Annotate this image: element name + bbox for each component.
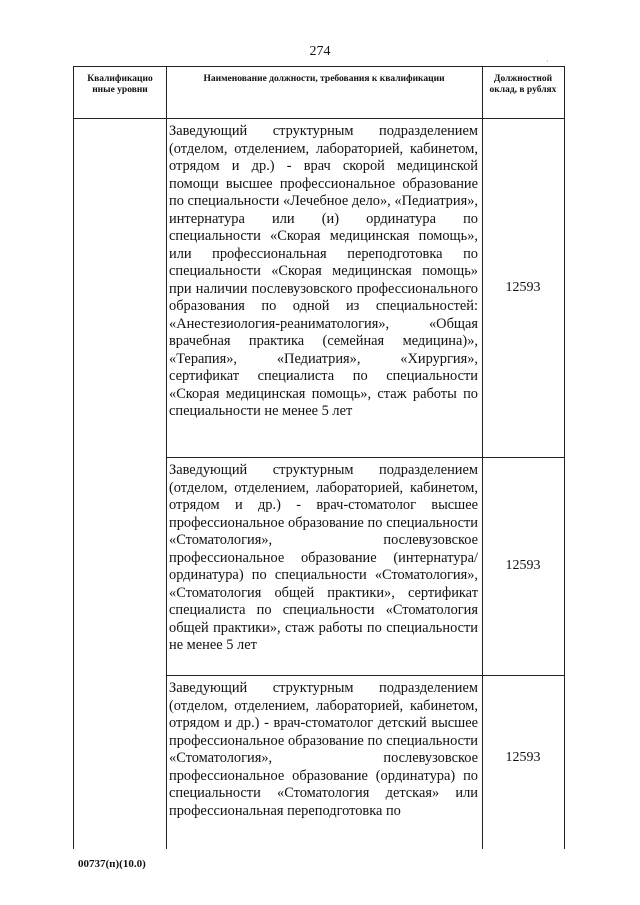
table-right-border [564, 66, 565, 849]
row-separator [166, 457, 564, 458]
table-row-text: Заведующий структурным подразделением (отделом, отделением, лабораторией, кабинетом, отрядом и др.) - врач-стоматолог детский высшее профессиональное образование по специальности «Стоматология», послевузовское профессиональное образование (ординатура) по специальности «Стоматология детская» или профессиональная переподготовка по [169, 680, 478, 819]
table-row-text: Заведующий структурным подразделением (отделом, отделением, лабораторией, кабинетом, отрядом и др.) - врач-стоматолог высшее профессиональное образование по специальности «Стоматология», послевузовское профессиональное образование (интернатура/ординатура) по специальности «Стоматология», «Стоматология общей практики», сертификат специалиста по специальности «Стоматология общей практики», стаж работы по специальности не менее 5 лет [169, 462, 478, 653]
scan-dot: · [546, 57, 549, 66]
column-divider [166, 66, 167, 849]
header-bottom-border [73, 118, 564, 119]
header-qualification-levels: Квалификацио нные уровни [87, 74, 153, 95]
table-top-border [73, 66, 564, 67]
page-number: 274 [309, 44, 331, 59]
table-row-salary: 12593 [505, 750, 541, 765]
document-code: 00737(п)(10.0) [78, 858, 146, 870]
table-row-text: Заведующий структурным подразделением (отделом, отделением, лабораторией, кабинетом, отрядом и др.) - врач скорой медицинской помощи высшее профессиональное образование по специальности «Лечебное дело», «Педиатрия», интернатура или (и) ординатура по специальности «Скорая медицинская помощь», или профессиональная переподготовка по специальности «Скорая медицинская помощь» при наличии послевузовского профессионального образования по одной из специальностей: «Анестезиология-реаниматология», «Общая врачебная практика (семейная медицина)», «Терапия», «Педиатрия», «Хирургия», сертификат специалиста по специальности «Скорая медицинская помощь», стаж работы по специальности не менее 5 лет [169, 123, 478, 419]
table-left-border [73, 66, 74, 849]
header-position-requirements: Наименование должности, требования к квалификации [203, 74, 445, 84]
header-salary: Должностной оклад, в рублях [489, 74, 557, 95]
table-row-salary: 12593 [505, 558, 541, 573]
table-row-salary: 12593 [505, 280, 541, 295]
row-separator [166, 675, 564, 676]
column-divider [482, 66, 483, 849]
